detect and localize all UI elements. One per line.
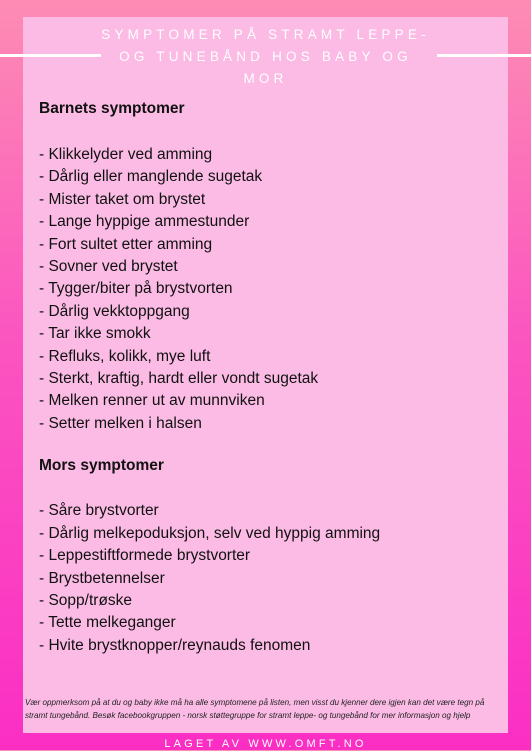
disclaimer-note: Vær oppmerksom på at du og baby ikke må ha alle symptomene på listen, men visst du kjenner dere igjen kan det være tegn på stramt tungebånd. Besøk facebookgruppen - norsk støttegruppe for stramt leppe- og tungebånd for mer informasjon og hjelp <box>25 698 485 720</box>
list-item: - Melken renner ut av munnviken <box>39 392 265 410</box>
list-item: - Fort sultet etter amming <box>39 235 213 253</box>
list-item: - Setter melken i halsen <box>39 414 202 432</box>
list-item: - Tar ikke smokk <box>39 325 151 343</box>
list-item: - Dårlig eller manglende sugetak <box>39 168 263 186</box>
list-item: - Dårlig melkepoduksjon, selv ved hyppig amming <box>39 524 381 542</box>
symptom-content <box>39 97 499 657</box>
list-item: - Sovner ved brystet <box>39 258 178 276</box>
list-item: - Tette melkeganger <box>39 614 176 632</box>
list-item: - Hvite brystknopper/reynauds fenomen <box>39 636 311 654</box>
list-item: - Mister taket om brystet <box>39 190 206 208</box>
list-item: - Tygger/biter på brystvorten <box>39 280 233 298</box>
list-item: - Lange hyppige ammestunder <box>39 213 250 231</box>
list-item: - Dårlig vekktoppgang <box>39 302 190 320</box>
mother-symptoms-list <box>39 500 499 657</box>
list-item: - Klikkelyder ved amming <box>39 146 213 163</box>
list-item: - Refluks, kolikk, mye luft <box>39 347 211 365</box>
list-item: - Sterkt, kraftig, hardt eller vondt sugetak <box>39 370 319 388</box>
child-symptoms-list <box>39 144 499 435</box>
header-rule-left <box>0 54 101 57</box>
page-title: SYMPTOMER PÅ STRAMT LEPPE- OG TUNEBÅND HOS BABY OG MOR <box>101 27 430 86</box>
child-symptoms-heading: Barnets symptomer <box>39 100 185 117</box>
header-rule-right <box>437 54 531 57</box>
list-item: - Sopp/trøske <box>39 591 133 609</box>
footer-credit: LAGET AV WWW.OMFT.NO <box>164 738 367 750</box>
list-item: - Såre brystvorter <box>39 502 159 520</box>
mother-symptoms-heading: Mors symptomer <box>39 457 164 475</box>
list-item: - Leppestiftformede brystvorter <box>39 547 251 565</box>
list-item: - Brystbetennelser <box>39 569 165 587</box>
